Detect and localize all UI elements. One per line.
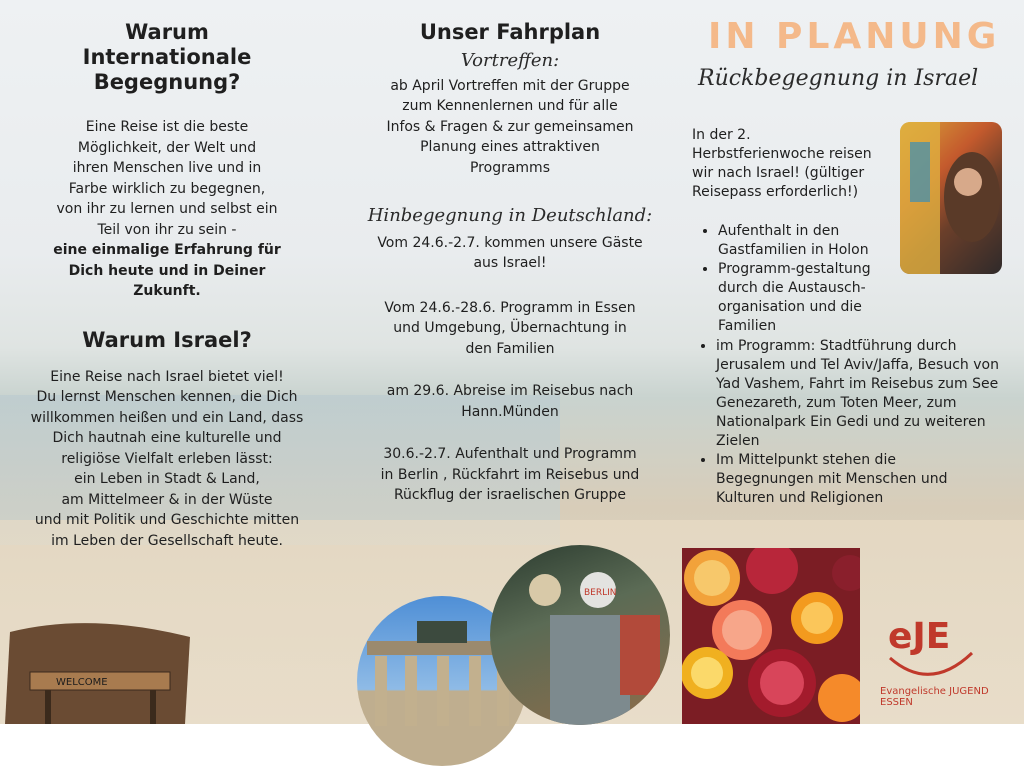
welcome-sign-illustration	[0, 612, 200, 724]
text-line: von ihr zu lernen und selbst ein	[56, 201, 278, 217]
list-item: • im Programm: Stadtführung durch Jerusalem und Tel Aviv/Jaffa, Besuch von Yad Vashem, Fahrt im Reisebus zum See Genezareth, zum Toten Meer, zum Nationalpark Ein Gedi und zu weiteren Zielen	[716, 337, 1024, 451]
paragraph-begegnung	[22, 117, 312, 302]
item-essen	[360, 298, 660, 360]
heading-warum-israel: Warum Israel?	[82, 327, 252, 352]
text-line: Vom 24.6.-2.7. kommen unsere Gäste	[377, 234, 643, 251]
heading-fahrplan: Unser Fahrplan	[419, 20, 601, 44]
text-line-bold: Dich heute und in Deiner	[68, 262, 266, 279]
text-line: Eine Reise nach Israel bietet viel!	[50, 368, 284, 385]
bullet-list-narrow	[698, 222, 918, 336]
item-abreise	[360, 381, 660, 422]
heading-line: Begegnung?	[93, 70, 241, 94]
text-line: Hann.Münden	[461, 403, 559, 420]
heading-warum-begegnung	[22, 20, 312, 95]
list-item: • Aufenthalt in den Gastfamilien in Holon	[718, 222, 918, 260]
group-illustration	[490, 545, 670, 725]
text-line: Rückflug der israelischen Gruppe	[393, 487, 627, 503]
text-line: Programms	[469, 159, 550, 176]
text-line: aus Israel!	[473, 255, 547, 271]
column-2	[360, 20, 660, 506]
painter-photo	[900, 122, 1002, 274]
text-line: Vom 24.6.-28.6. Programm in Essen	[384, 299, 636, 316]
text-line: 30.6.-2.7. Aufenthalt und Programm	[383, 446, 637, 462]
text-line: Reisepass erforderlich!)	[692, 184, 859, 200]
text-line: Eine Reise ist die beste	[85, 119, 249, 135]
text-line: in Berlin , Rückfahrt im Reisebus und	[380, 466, 640, 483]
subtitle-rueckbegegnung: Rückbegegnung in Israel	[698, 66, 979, 91]
paragraph-vortreffen	[360, 76, 660, 179]
list-item: • Im Mittelpunkt stehen die Begegnungen mit Menschen und Kulturen und Religionen	[716, 451, 1024, 508]
painter-illustration	[900, 122, 1002, 274]
text-line: zum Kennenlernen und für alle	[402, 98, 618, 114]
text-line: ab April Vortreffen mit der Gruppe	[390, 77, 630, 94]
text-line: Dich hautnah eine kulturelle und	[52, 430, 282, 446]
text-line: im Leben der Gesellschaft heute.	[51, 532, 283, 549]
text-line-bold: eine einmalige Erfahrung für	[53, 242, 281, 258]
text-line: In der 2.	[692, 127, 751, 143]
eje-logo	[880, 598, 980, 688]
script-vortreffen: Vortreffen:	[460, 50, 560, 71]
list-item: • Programm-gestaltung durch die Austausch- organisation und die Familien	[718, 260, 918, 336]
cap-text: BERLIN	[584, 588, 617, 598]
item-gaeste	[360, 233, 660, 274]
text-line: Du lernst Menschen kennen, die Dich	[36, 389, 298, 405]
eje-logo-mark	[880, 598, 980, 688]
text-line: religiöse Vielfalt erleben lässt:	[61, 450, 273, 467]
text-line: Infos & Fragen & zur gemeinsamen	[386, 118, 634, 135]
fruit-photo	[682, 548, 860, 724]
fruit-illustration	[682, 548, 860, 724]
text-line: den Familien	[465, 340, 555, 357]
group-photo	[490, 545, 670, 725]
heading-line: Warum	[125, 20, 209, 44]
script-hinbegegnung: Hinbegegnung in Deutschland:	[367, 205, 653, 226]
text-line-bold: Zukunft.	[133, 283, 201, 299]
text-line: ein Leben in Stadt & Land,	[74, 471, 260, 487]
logo-mark-text: eJE	[888, 616, 951, 657]
text-line: wir nach Israel! (gültiger	[692, 165, 865, 181]
welcome-sign-photo	[0, 612, 200, 724]
text-line: und mit Politik und Geschichte mitten	[34, 512, 300, 528]
text-line: Planung eines attraktiven	[420, 139, 600, 155]
text-line: am 29.6. Abreise im Reisebus nach	[386, 383, 634, 399]
item-berlin	[360, 444, 660, 506]
text-line: ihren Menschen live und in	[72, 160, 262, 176]
column-1	[22, 20, 312, 551]
text-line: Herbstferienwoche reisen	[692, 146, 872, 162]
text-line: Farbe wirklich zu begegnen,	[68, 180, 266, 197]
text-line: Teil von ihr zu sein -	[97, 221, 237, 238]
text-line: willkommen heißen und ein Land, dass	[30, 409, 304, 426]
logo-caption: Evangelische JUGEND ESSEN	[880, 686, 989, 708]
heading-line: Internationale	[82, 45, 252, 69]
intro-israel	[692, 126, 897, 202]
title-in-planung: IN PLANUNG	[708, 16, 1001, 57]
paragraph-israel	[22, 367, 312, 552]
text-line: und Umgebung, Übernachtung in	[393, 320, 627, 336]
bullet-list-wide	[696, 337, 1024, 508]
text-line: am Mittelmeer & in der Wüste	[61, 491, 273, 508]
sign-text: WELCOME	[56, 677, 108, 688]
text-line: Möglichkeit, der Welt und	[77, 139, 257, 156]
